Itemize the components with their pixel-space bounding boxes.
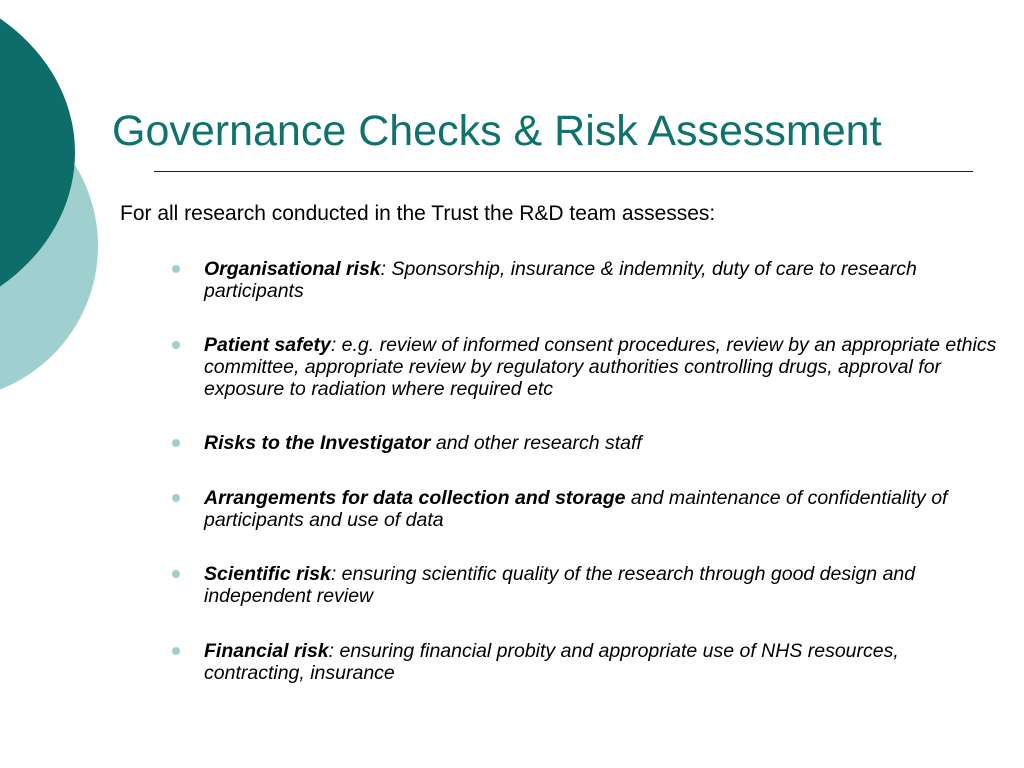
- item-text: : Sponsorship, insurance & indemnity, duty of care to research participants: [204, 258, 917, 302]
- list-item-scientific-risk: [204, 563, 1004, 607]
- item-heading: Risks to the Investigator: [204, 432, 431, 454]
- bullet-icon: [172, 439, 180, 447]
- item-heading: Patient safety: [204, 334, 331, 356]
- title-divider: [154, 171, 973, 172]
- list-item-organisational-risk: [204, 258, 1004, 302]
- bullet-icon: [172, 570, 180, 578]
- intro-text: For all research conducted in the Trust the R&D team assesses:: [120, 202, 716, 225]
- item-text: : e.g. review of informed consent procedures, review by an appropriate ethics committee, appropriate review by regulatory authorities controlling drugs, approval for exposure to radiation where required etc: [204, 334, 997, 400]
- item-text: : ensuring financial probity and appropriate use of NHS resources, contracting, insurance: [204, 640, 899, 684]
- item-heading: Financial risk: [204, 640, 329, 662]
- bullet-icon: [172, 341, 180, 349]
- bullet-icon: [172, 647, 180, 655]
- item-heading: Scientific risk: [204, 563, 331, 585]
- item-text: and other research staff: [430, 432, 642, 454]
- list-item-data-collection: [204, 487, 1004, 531]
- slide-title: Governance Checks & Risk Assessment: [112, 107, 882, 155]
- item-text: and maintenance of confidentiality of participants and use of data: [204, 487, 948, 531]
- bullet-icon: [172, 265, 180, 273]
- item-heading: Organisational risk: [204, 258, 381, 280]
- bullet-icon: [172, 494, 180, 502]
- list-item-financial-risk: [204, 640, 1004, 684]
- item-heading: Arrangements for data collection and storage: [204, 487, 626, 509]
- list-item-patient-safety: [204, 334, 1004, 400]
- list-item-risks-to-investigator: [204, 432, 1004, 454]
- item-text: : ensuring scientific quality of the research through good design and independent review: [204, 563, 916, 607]
